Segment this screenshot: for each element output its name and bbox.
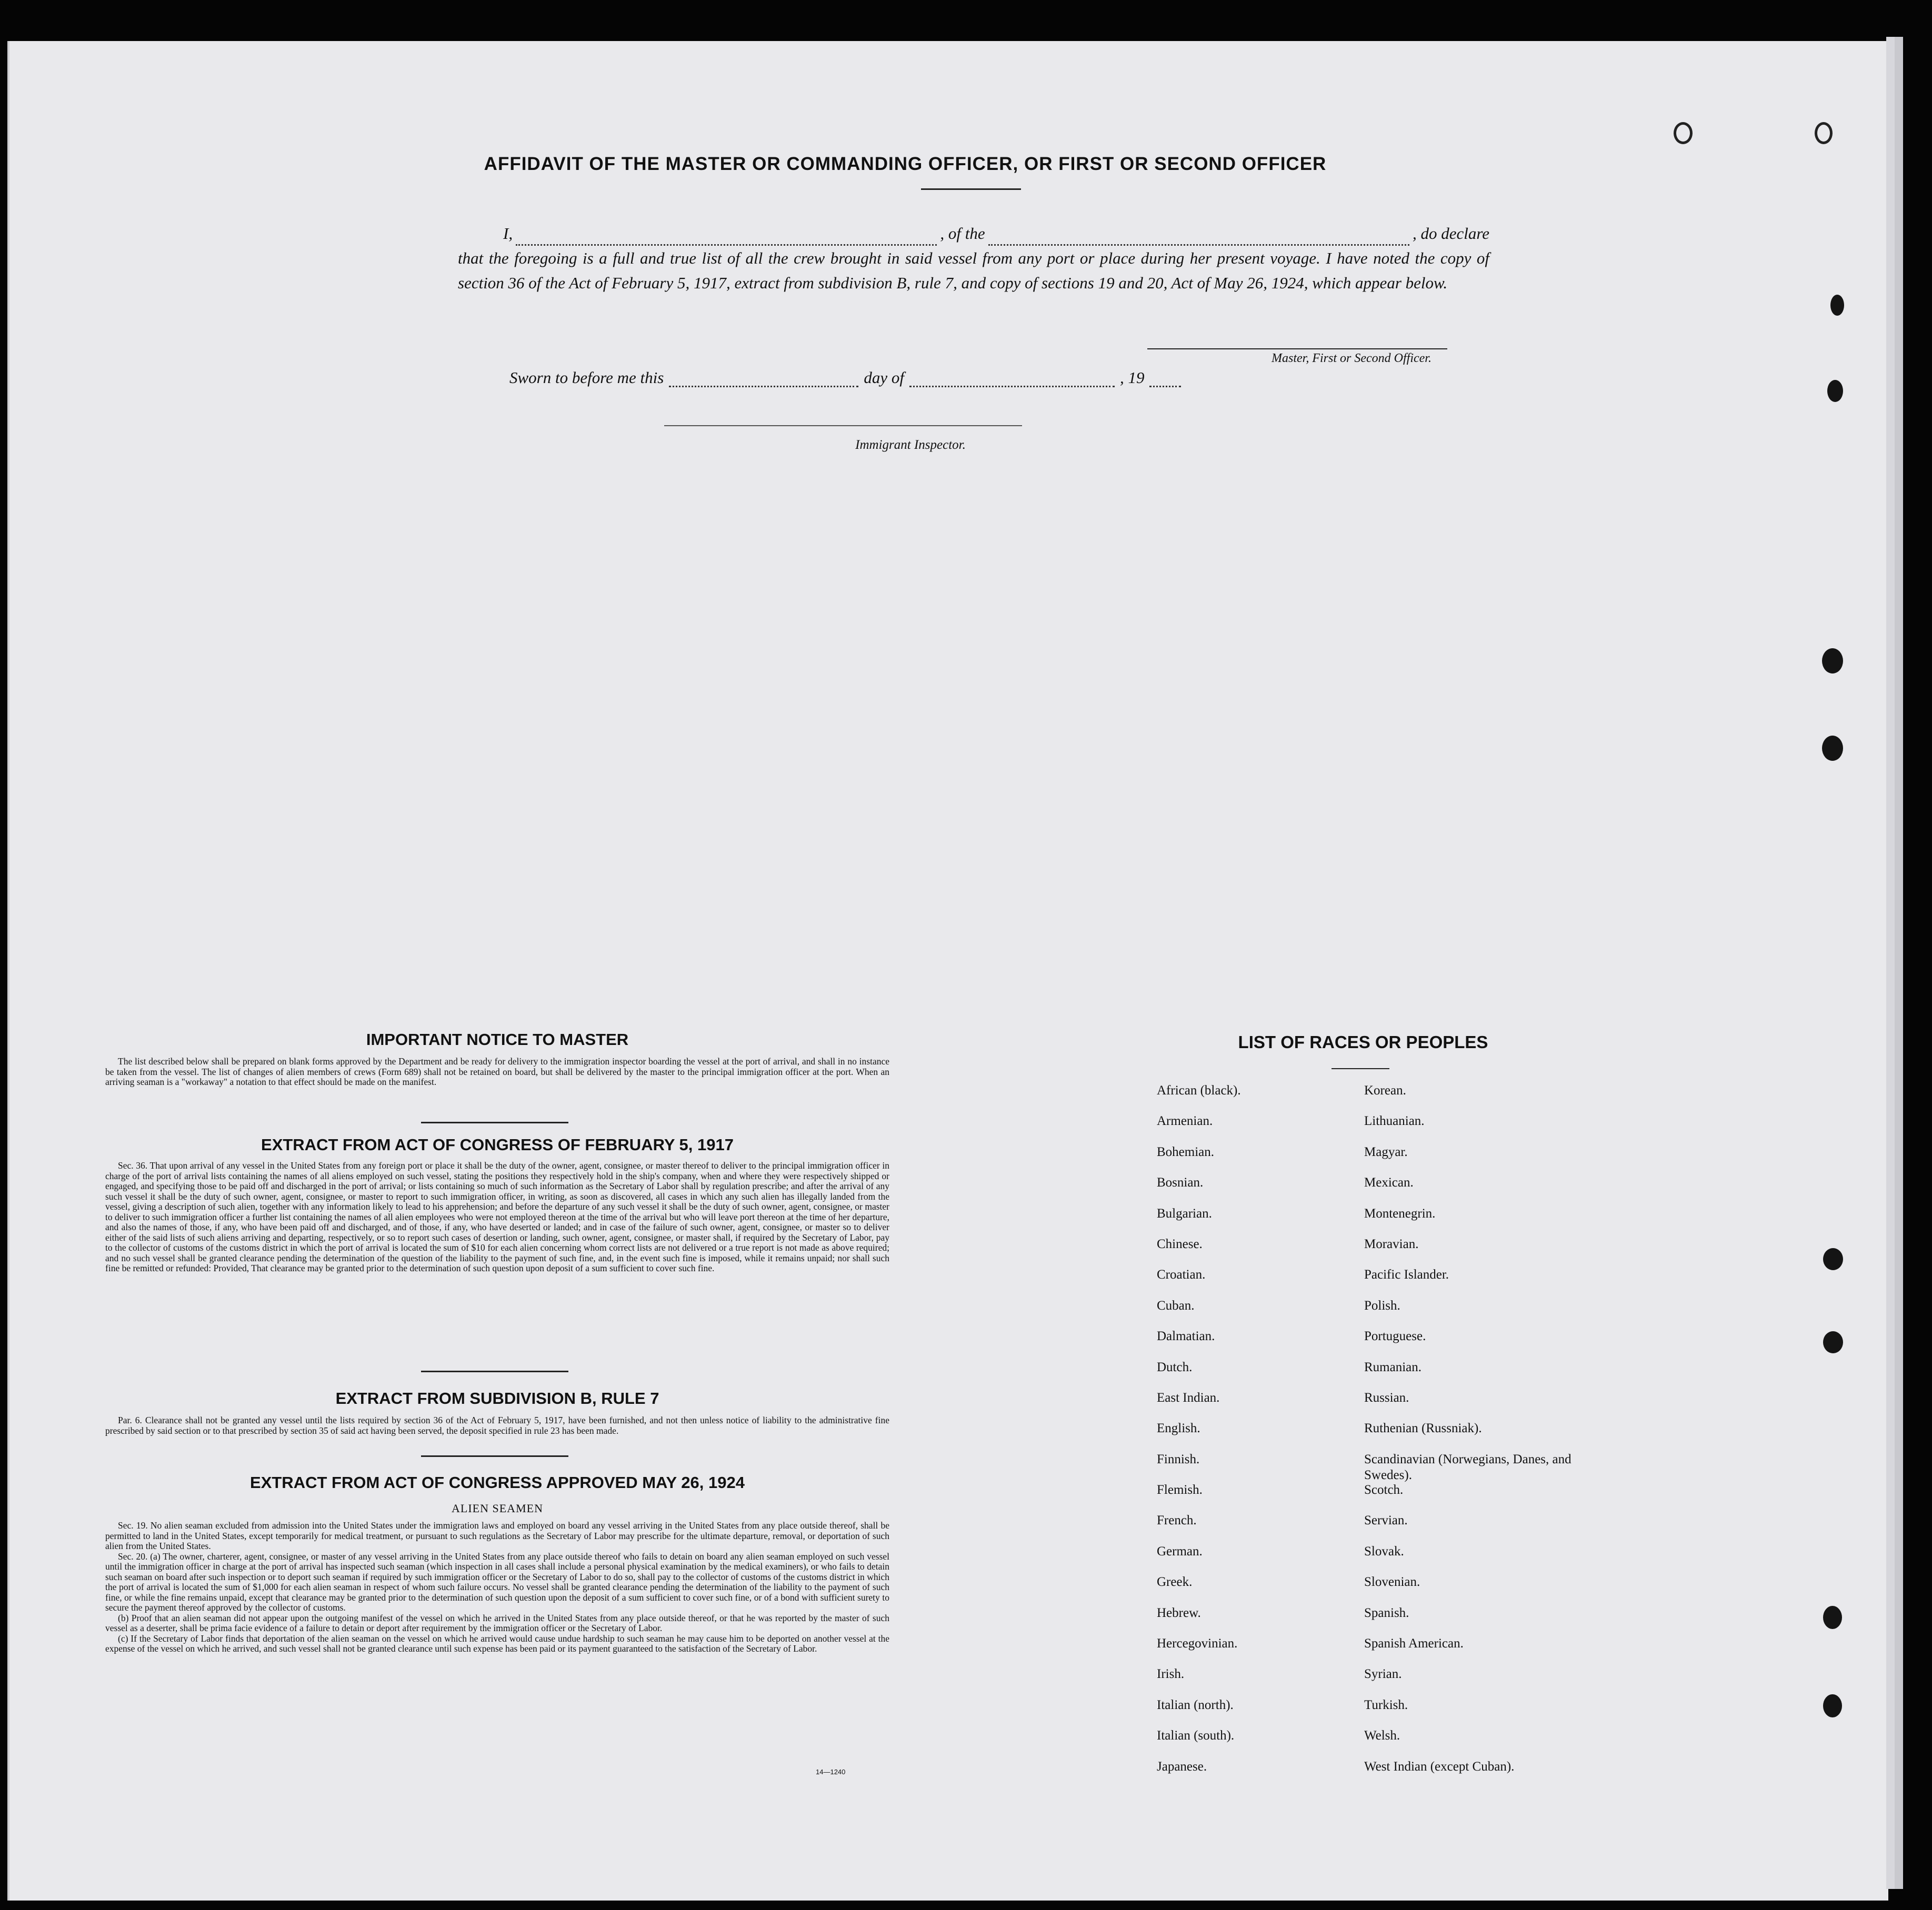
race-item: Armenian.	[1157, 1114, 1213, 1129]
extract-rule7-title: EXTRACT FROM SUBDIVISION B, RULE 7	[335, 1389, 659, 1408]
race-item: Korean.	[1364, 1083, 1406, 1098]
binder-hole	[1823, 1694, 1842, 1717]
race-item: Russian.	[1364, 1390, 1409, 1405]
page-edge	[1886, 37, 1895, 1889]
race-item: Finnish.	[1157, 1452, 1200, 1466]
binder-hole	[1822, 736, 1843, 761]
race-item: Italian (south).	[1157, 1728, 1235, 1743]
day-field[interactable]	[669, 386, 858, 387]
binder-hole	[1823, 1606, 1842, 1629]
race-item: Irish.	[1157, 1667, 1185, 1682]
affidavit-title: AFFIDAVIT OF THE MASTER OR COMMANDING OFFICER, OR FIRST OR SECOND OFFICER	[484, 154, 1327, 174]
race-item: Chinese.	[1157, 1237, 1203, 1251]
section-divider	[421, 1455, 568, 1457]
extract-1917-text: Sec. 36. That upon arrival of any vessel in the United States from any foreign port or place it shall be the duty of the owner, agent, consignee, or master thereof to deliver to the principal immigration officer in charge of the port of arrival lists containing the names of all aliens employed on such vessel, stating the positions they respectively hold in the ship's company, when and where they were respectively shipped or engaged, and specifying those to be paid off and discharged in the port of arrival; or lists containing so much of such information as the Secretary of Labor shall by regulation prescribe; and after the arrival of any such vessel it shall be the duty of such owner, agent, consignee, or master to report to such immigration officer, in writing, as soon as discovered, all cases in which any such alien has illegally landed from the vessel, giving a description of such alien, together with any information likely to lead to his apprehension; and before the departure of any such vessel it shall be the duty of such owner, agent, consignee, or master to deliver to such immigration officer a further list containing the names of all alien employees who were not employed thereon at the time of the arrival but who will leave port thereon at the time of her departure, and also the names of those, if any, who have been paid off and discharged, and of those, if any, who have deserted or landed; and in case of the failure of such owner, agent, consignee, or master so to deliver either of the said lists of such aliens arriving and departing, respectively, or so to report such cases of desertion or landing, such owner, agent, consignee, or master shall, if required by the Secretary of Labor, pay to the collector of customs of the customs district in which the port of arrival is located the sum of $10 for each alien concerning whom correct lists are not delivered or a true report is not made as above required; and no such vessel shall be granted clearance pending the determination of the question of the liability to the payment of such fine, and, in the event such fine is imposed, while it remains unpaid; nor shall such fine be remitted or refunded: Provided, That clearance may be granted prior to the determination of such question upon deposit of a sum sufficient to cover such fine.	[105, 1160, 889, 1273]
notice-title: IMPORTANT NOTICE TO MASTER	[366, 1030, 629, 1049]
title-divider	[921, 188, 1021, 190]
race-item: English.	[1157, 1421, 1200, 1436]
sec-20a-paragraph: Sec. 20. (a) The owner, charterer, agent, consignee, or master of any vessel arriving in the United States from any place outside thereof who fails to detain on board any alien seaman employed on such vessel until the immigration officer in charge at the port of arrival has inspected such seaman (which inspection in all cases shall include a personal physical examination by the medical examiners), or who fails to detain such seaman on board after such inspection or to deport such seaman if required by such immigration officer or the Secretary of Labor to do so, shall pay to the collector of customs of the customs district in which the port of arrival is located the sum of $1,000 for each alien seaman in respect of whom such failure occurs. No vessel shall be granted clearance pending the determination of the liability to the payment of such fine, or while the fine remains unpaid, except that clearance may be granted prior to the determination of such question upon the deposit of a sum sufficient to cover such fine, or of a bond with sufficient surety to secure the payment thereof approved by the collector of customs.	[105, 1551, 889, 1613]
sworn-line	[509, 368, 1246, 387]
race-item: African (black).	[1157, 1083, 1241, 1098]
race-item: Hercegovinian.	[1157, 1636, 1238, 1651]
race-item: Portuguese.	[1364, 1329, 1426, 1344]
extract-1924-title: EXTRACT FROM ACT OF CONGRESS APPROVED MAY 26, 1924	[250, 1473, 745, 1492]
race-item: Moravian.	[1364, 1237, 1419, 1251]
sworn-label: Sworn to before me this	[509, 368, 664, 387]
race-item: Spanish.	[1364, 1605, 1409, 1620]
races-right-column	[1364, 1083, 1606, 1790]
race-item: Italian (north).	[1157, 1697, 1234, 1712]
section-divider	[421, 1122, 568, 1123]
race-item: Cuban.	[1157, 1298, 1195, 1313]
race-item: Hebrew.	[1157, 1605, 1201, 1620]
race-item: Lithuanian.	[1364, 1114, 1425, 1129]
race-item: Greek.	[1157, 1575, 1193, 1590]
declarant-line	[458, 221, 1489, 246]
binder-hole	[1827, 380, 1843, 402]
race-item: French.	[1157, 1513, 1197, 1528]
binder-hole	[1674, 122, 1693, 144]
extract-1924-subtitle: ALIEN SEAMEN	[452, 1502, 543, 1515]
race-item: Scotch.	[1364, 1483, 1404, 1497]
race-item: Bosnian.	[1157, 1175, 1204, 1190]
section-divider	[421, 1371, 568, 1372]
extract-1917-title: EXTRACT FROM ACT OF CONGRESS OF FEBRUARY 5, 1917	[261, 1135, 734, 1154]
race-item: Bohemian.	[1157, 1144, 1215, 1159]
race-item: Flemish.	[1157, 1483, 1203, 1497]
extract-rule7-text: Par. 6. Clearance shall not be granted any vessel until the lists required by section 36 of the Act of February 5, 1917, have been furnished, and not then unless notice of liability to the administrative fine prescribed by said section or to that prescribed by section 35 of said act having been served, the deposit specified in rule 23 has been made.	[105, 1415, 889, 1436]
sec-20b-paragraph: (b) Proof that an alien seaman did not appear upon the outgoing manifest of the vessel on which he arrived in the United States from any place outside thereof, or that he was reported by the master of such vessel as a deserter, shall be prima facie evidence of a failure to detain or deport after requirement by the immigration officer or the Secretary of Labor.	[105, 1612, 889, 1633]
race-item: Pacific Islander.	[1364, 1268, 1449, 1282]
affidavit-body	[458, 221, 1489, 295]
race-item: Rumanian.	[1364, 1360, 1422, 1374]
race-item: Bulgarian.	[1157, 1206, 1212, 1221]
notice-text: The list described below shall be prepared on blank forms approved by the Department and be ready for delivery to the immigration inspector boarding the vessel at the port of arrival, and shall in no instance be taken from the vessel. The list of changes of alien members of crews (Form 689) shall not be retained on board, but shall be delivered by the master to the principal immigration officer at the port. When an arriving seaman is a "workaway" a notation to that effect should be made on the manifest.	[105, 1056, 889, 1087]
race-item: Ruthenian (Russniak).	[1364, 1421, 1482, 1436]
binder-hole	[1823, 1248, 1843, 1270]
race-item: Turkish.	[1364, 1697, 1408, 1712]
signature-caption: Master, First or Second Officer.	[1272, 351, 1432, 365]
form-number: 14—1240	[816, 1768, 846, 1776]
binder-hole	[1823, 1331, 1843, 1353]
race-item: Spanish American.	[1364, 1636, 1464, 1651]
sec-19-paragraph: Sec. 19. No alien seaman excluded from admission into the United States under the immigration laws and employed on board any vessel arriving in the United States from any place outside thereof, shall be permitted to land in the United States, except temporarily for medical treatment, or pursuant to such regulations as the Secretary of Labor may prescribe for the ultimate departure, removal, or deportation of such alien from the United States.	[105, 1520, 889, 1551]
race-item: Magyar.	[1364, 1144, 1408, 1159]
page-edge	[1895, 37, 1903, 1889]
race-item: Servian.	[1364, 1513, 1408, 1528]
extract-1924-text	[105, 1521, 889, 1654]
binder-hole	[1830, 295, 1844, 316]
year-field[interactable]	[1149, 386, 1181, 387]
race-item: Montenegrin.	[1364, 1206, 1436, 1221]
race-item: Scandinavian (Norwegians, Danes, and Swedes).	[1364, 1452, 1571, 1482]
race-item: Syrian.	[1364, 1667, 1402, 1682]
race-item: Dalmatian.	[1157, 1329, 1215, 1344]
race-item: Croatian.	[1157, 1268, 1206, 1282]
sec-20c-paragraph: (c) If the Secretary of Labor finds that deportation of the alien seaman on the vessel on which he arrived would cause undue hardship to such seaman he may cause him to be deported on another vessel at the expense of the vessel on which he arrived, and such vessel shall not be granted clearance until such expense has been paid or its payment guaranteed to the satisfaction of the Secretary of Labor.	[105, 1633, 889, 1654]
races-divider	[1332, 1068, 1389, 1069]
races-title: LIST OF RACES OR PEOPLES	[1238, 1032, 1488, 1052]
races-left-column	[1157, 1083, 1357, 1790]
of-the-label: , of the	[940, 224, 985, 243]
binder-hole	[1822, 648, 1843, 673]
month-field[interactable]	[909, 386, 1115, 387]
race-item: Slovak.	[1364, 1544, 1404, 1559]
day-of-label: day of	[864, 368, 904, 387]
race-item: West Indian (except Cuban).	[1364, 1759, 1515, 1774]
signature-line	[1147, 348, 1447, 349]
race-item: Dutch.	[1157, 1360, 1193, 1374]
race-item: Polish.	[1364, 1298, 1400, 1313]
race-item: Japanese.	[1157, 1759, 1207, 1774]
race-item: East Indian.	[1157, 1390, 1220, 1405]
i-label: I,	[503, 224, 513, 243]
do-declare-label: , do declare	[1412, 224, 1490, 243]
year-label: , 19	[1119, 368, 1145, 387]
inspector-signature-line	[664, 425, 1022, 426]
race-item: Mexican.	[1364, 1175, 1414, 1190]
inspector-caption: Immigrant Inspector.	[855, 438, 966, 452]
affidavit-statement: that the foregoing is a full and true list of all the crew brought in said vessel from any port or place during her present voyage. I have noted the copy of section 36 of the Act of February 5, 1917, extract from subdivision B, rule 7, and copy of sections 19 and 20, Act of May 26, 1924, which appear below.	[458, 249, 1489, 292]
race-item: Slovenian.	[1364, 1575, 1420, 1590]
race-item: Welsh.	[1364, 1728, 1400, 1743]
race-item: German.	[1157, 1544, 1203, 1559]
binder-hole	[1815, 122, 1833, 144]
